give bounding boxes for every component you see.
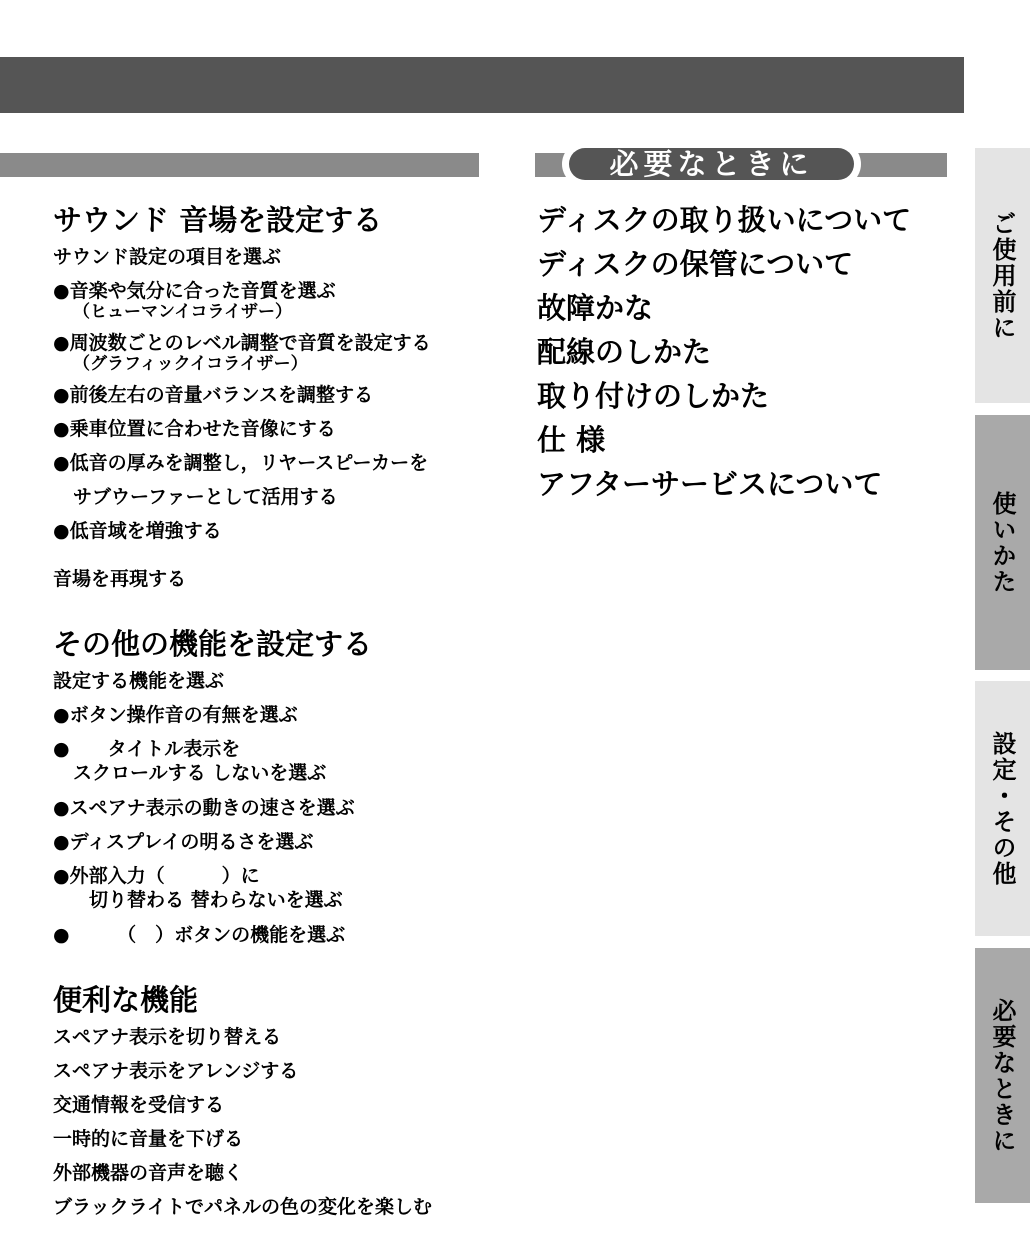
contents-link[interactable]: ●ディスプレイの明るさを選ぶ bbox=[53, 831, 314, 853]
contents-link-disc-handling[interactable]: ディスクの取り扱いについて bbox=[537, 203, 912, 237]
contents-link[interactable]: ●スペアナ表示の動きの速さを選ぶ bbox=[53, 797, 355, 819]
left-section-rule bbox=[0, 153, 479, 177]
contents-link[interactable]: ●低音域を増強する bbox=[53, 520, 222, 542]
contents-link[interactable]: スペアナ表示を切り替える bbox=[53, 1026, 282, 1048]
contents-link[interactable]: ● （ ）ボタンの機能を選ぶ bbox=[53, 924, 346, 946]
top-banner bbox=[0, 57, 964, 113]
contents-link[interactable]: ●乗車位置に合わせた音像にする bbox=[53, 418, 336, 440]
contents-note: （ヒューマンイコライザー） bbox=[73, 302, 292, 322]
contents-link[interactable]: 音場を再現する bbox=[53, 568, 187, 590]
tab-label: 使いかた bbox=[988, 490, 1016, 595]
right-contents bbox=[537, 198, 911, 506]
tab-settings-other[interactable] bbox=[975, 681, 1030, 936]
tab-label: 設定・その他 bbox=[988, 730, 1016, 887]
contents-link-continued[interactable]: 切り替わる 替わらないを選ぶ bbox=[89, 889, 343, 911]
contents-link-after-service[interactable]: アフターサービスについて bbox=[537, 467, 883, 501]
contents-link[interactable]: ● タイトル表示を bbox=[53, 738, 241, 760]
contents-link[interactable]: ●ボタン操作音の有無を選ぶ bbox=[53, 704, 298, 726]
tab-before-use[interactable] bbox=[975, 148, 1030, 403]
section-title-other-functions: その他の機能を設定する bbox=[53, 627, 373, 661]
contents-link-installation[interactable]: 取り付けのしかた bbox=[537, 379, 770, 413]
tab-label: 必要なときに bbox=[988, 997, 1016, 1154]
tab-how-to-use[interactable] bbox=[975, 415, 1030, 670]
section-heading-badge: 必要なときに bbox=[569, 148, 854, 180]
contents-link[interactable]: ブラックライトでパネルの色の変化を楽しむ bbox=[53, 1196, 433, 1218]
contents-link[interactable]: 設定する機能を選ぶ bbox=[53, 670, 225, 692]
tab-when-needed[interactable] bbox=[975, 948, 1030, 1203]
contents-link[interactable]: 交通情報を受信する bbox=[53, 1094, 225, 1116]
contents-link-specifications[interactable]: 仕 様 bbox=[537, 423, 606, 457]
contents-link[interactable]: 一時的に音量を下げる bbox=[53, 1128, 244, 1150]
section-title-useful-functions: 便利な機能 bbox=[53, 983, 199, 1017]
contents-link[interactable]: ●前後左右の音量バランスを調整する bbox=[53, 384, 374, 406]
contents-link[interactable]: ●外部入力（ ）に bbox=[53, 865, 260, 887]
section-title-sound: サウンド 音場を設定する bbox=[53, 203, 383, 237]
contents-link[interactable]: ●低音の厚みを調整し，リヤースピーカーを bbox=[53, 452, 429, 474]
contents-link-disc-storage[interactable]: ディスクの保管について bbox=[537, 247, 854, 281]
left-contents bbox=[53, 200, 493, 1224]
contents-link-continued[interactable]: スクロールする しないを選ぶ bbox=[73, 762, 327, 784]
contents-link[interactable]: ●周波数ごとのレベル調整で音質を設定する bbox=[53, 332, 431, 354]
contents-link[interactable]: ●音楽や気分に合った音質を選ぶ bbox=[53, 280, 336, 302]
contents-link-continued[interactable]: サブウーファーとして活用する bbox=[73, 486, 338, 508]
contents-link[interactable]: スペアナ表示をアレンジする bbox=[53, 1060, 299, 1082]
contents-link-troubleshooting[interactable]: 故障かな bbox=[537, 291, 654, 325]
contents-link[interactable]: サウンド設定の項目を選ぶ bbox=[53, 246, 282, 268]
tab-label: ご使用前に bbox=[988, 210, 1016, 341]
contents-note: （グラフィックイコライザー） bbox=[73, 354, 308, 374]
contents-link-wiring[interactable]: 配線のしかた bbox=[537, 335, 712, 369]
right-section-header bbox=[535, 148, 947, 180]
contents-link[interactable]: 外部機器の音声を聴く bbox=[53, 1162, 244, 1184]
